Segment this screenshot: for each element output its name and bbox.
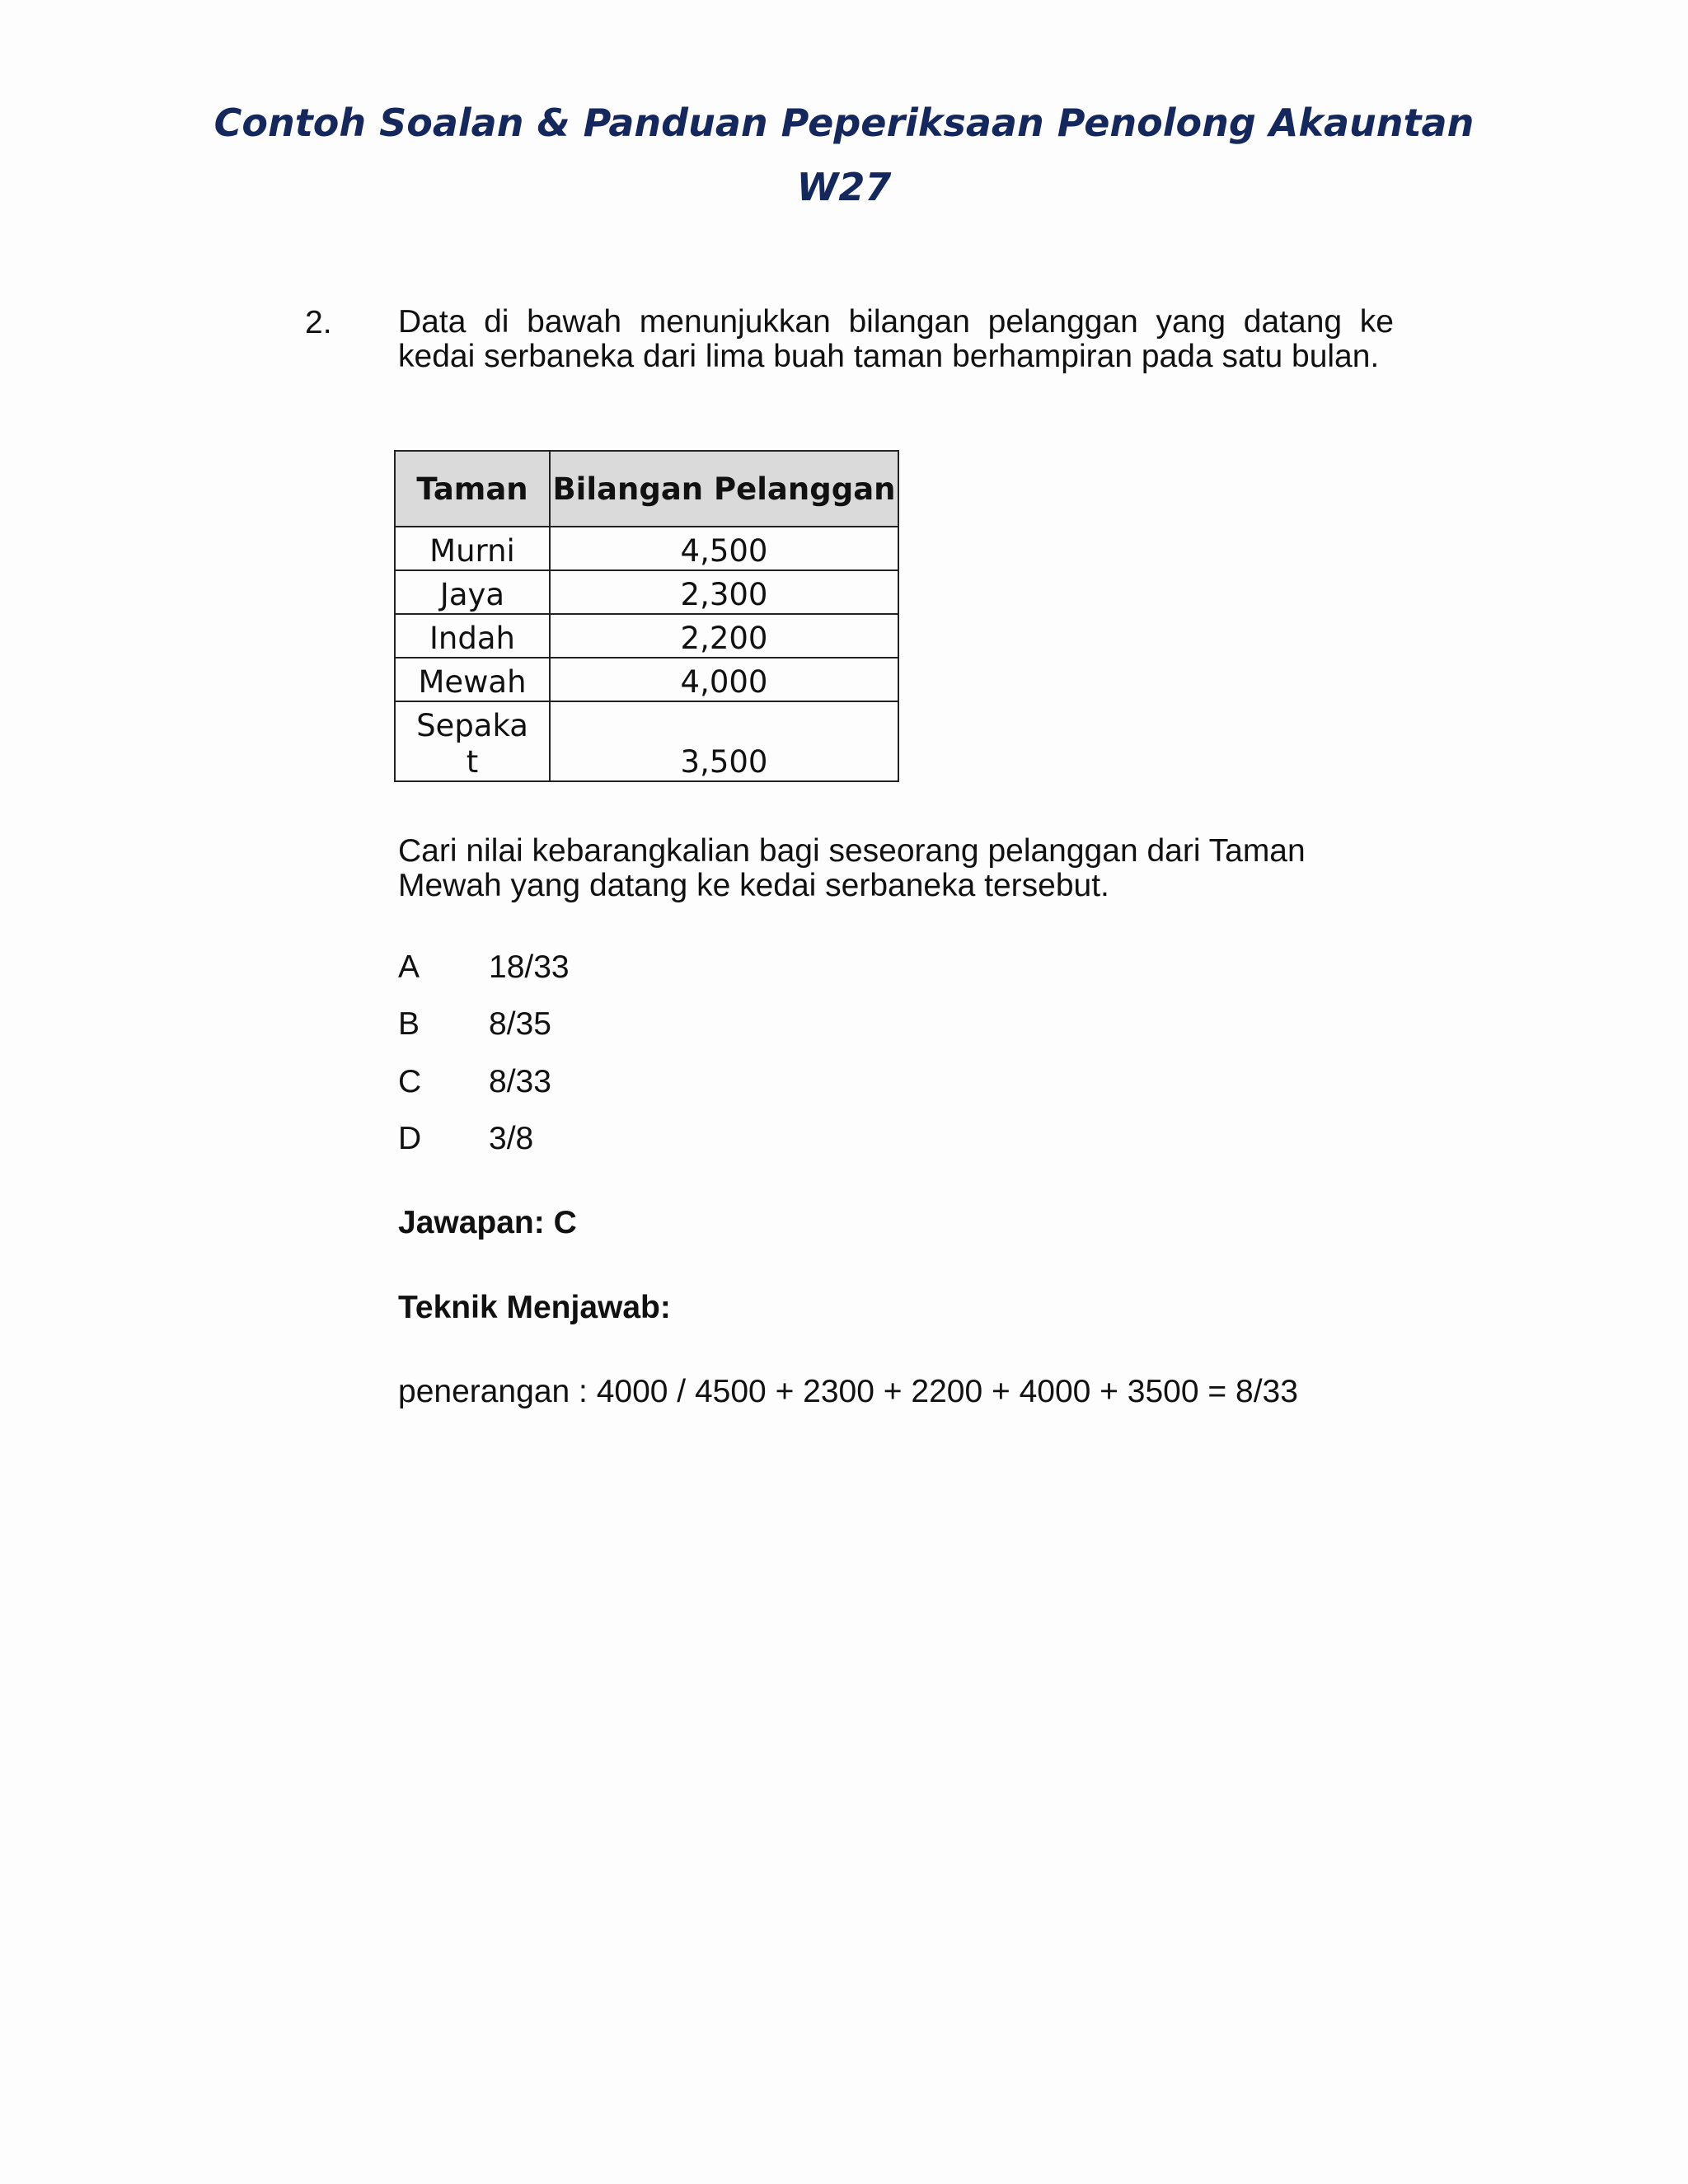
table-row [395,570,898,614]
option-letter: C [398,1064,422,1099]
option-b [398,1006,551,1043]
question-instruction: Cari nilai kebarangkalian bagi seseorang pelanggan dari Taman Mewah yang datang ke kedai serbaneka tersebut. [398,833,1306,903]
explanation-text: penerangan : 4000 / 4500 + 2300 + 2200 + 4000 + 3500 = 8/33 [398,1374,1298,1409]
table-cell-bilangan: 2,200 [550,614,898,658]
table-row [395,701,898,781]
document-subtitle: W27 [796,165,892,209]
question-text: Data di bawah menunjukkan bilangan pelanggan yang datang ke kedai serbaneka dari lima buah taman berhampiran pada satu bulan. [398,304,1394,374]
option-d [398,1121,533,1157]
table-row [395,527,898,570]
table-row [395,658,898,701]
option-letter: D [398,1121,422,1156]
table-cell-taman-text: Sepakat [416,708,528,780]
table-cell-bilangan: 4,500 [550,527,898,570]
question-number: 2. [305,305,332,340]
option-value: 8/33 [489,1064,551,1099]
table-cell-taman: Mewah [395,658,550,701]
option-c [398,1064,551,1100]
table-row [395,614,898,658]
table-cell-taman: Murni [395,527,550,570]
table-cell-taman [395,701,550,781]
table-header-bilangan: Bilangan Pelanggan [550,451,898,527]
table-cell-bilangan: 2,300 [550,570,898,614]
table-header-taman: Taman [395,451,550,527]
option-a [398,949,570,986]
option-value: 18/33 [489,949,570,985]
customer-table [394,450,899,782]
option-letter: A [398,949,420,985]
table-cell-bilangan: 3,500 [550,701,898,781]
table-cell-bilangan: 4,000 [550,658,898,701]
technique-heading: Teknik Menjawab: [398,1290,671,1325]
table-cell-taman: Indah [395,614,550,658]
table-cell-taman: Jaya [395,570,550,614]
option-letter: B [398,1006,420,1042]
document-title: Contoh Soalan & Panduan Peperiksaan Penolong Akauntan [213,101,1475,145]
option-value: 3/8 [489,1121,534,1156]
table-header-row [395,451,898,527]
answer-text: Jawapan: C [398,1205,577,1240]
option-value: 8/35 [489,1006,551,1042]
